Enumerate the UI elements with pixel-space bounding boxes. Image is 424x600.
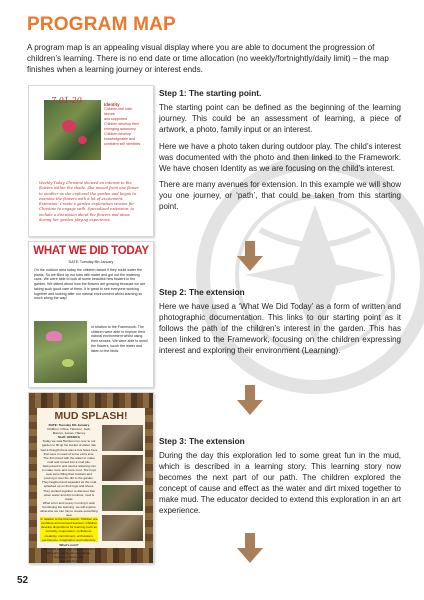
- mud-photo: [102, 425, 143, 451]
- border-band-left: [29, 408, 37, 548]
- border-band-top: [29, 393, 153, 408]
- step1-paragraph: There are many avenues for extension. In this example we will show you one journey, or ‘path’, that could be taken from this starting point.: [159, 180, 401, 212]
- wdt-framework-relation: In relation to the Framework: The children were able to explore their natural environment whilst using their senses. We were able to smell the flowers, touch the water and listen to the birds.: [91, 325, 148, 353]
- story-line: Today we saw Harrison run over to our: [42, 439, 96, 444]
- down-arrow-icon: [237, 533, 263, 563]
- mud-photo: [102, 455, 143, 481]
- framework-line: Children develop their: [104, 122, 139, 126]
- framework-line: emerging autonomy: [104, 127, 136, 131]
- framework-line: Children feel safe, secure: [104, 107, 133, 116]
- step2-section: [159, 287, 401, 363]
- story-line: to make more and more mud. The boys: [41, 468, 97, 473]
- page-number: 52: [17, 575, 29, 586]
- wdt-date: DATE: Tuesday 8th January: [68, 260, 114, 264]
- story-line: what else we can mix to create something new.: [40, 508, 98, 518]
- story-line: when water and dirt combine, mud is made.: [43, 492, 95, 501]
- framework-line: confident self identities: [104, 142, 141, 146]
- next-line: We could extend this mud exploration: [43, 546, 95, 551]
- story-line: DATE: Tuesday 8th January: [48, 423, 90, 427]
- mud-photo: [102, 485, 143, 511]
- step1-title: Step 1: The starting point.: [159, 88, 262, 98]
- story-line: had a thought there was a few holes here: [40, 447, 98, 452]
- story-line: What a fun and messy morning it was!: [42, 500, 96, 505]
- step2-paragraph: Here we have used a ‘What We Did Today’ as a form of written and photographic documentation. This links to our starting point as it follows the path of the children’s interest in the garden. This has been linked to the Framework, focusing on the children expressing interest and exploring their environment (Learning).: [159, 302, 401, 355]
- learning-story-text: [40, 423, 98, 563]
- step3-section: [159, 436, 401, 522]
- step1-section: [159, 88, 401, 219]
- story-line: They worked together to discover that: [43, 488, 95, 493]
- flower-shape: [62, 120, 76, 132]
- story-line: pouring it over the dirt in the garden.: [44, 476, 94, 481]
- next-line: Art with mud: [60, 559, 78, 564]
- pink-hat-shape: [46, 331, 62, 341]
- what-we-did-today-image: [28, 241, 154, 388]
- watering-can-shape: [62, 359, 74, 367]
- framework-line: and supported: [104, 117, 127, 121]
- story-line: Continuing the learning, we will explore: [42, 504, 96, 509]
- down-arrow-icon: [237, 385, 263, 415]
- wdt-heading: WHAT WE DID TODAY: [33, 245, 149, 257]
- border-band-right: [145, 408, 153, 548]
- starting-point-document-image: [28, 85, 154, 237]
- next-line: through a messy art experience.: [46, 550, 92, 555]
- intro-paragraph: A program map is an appealing visual display where you are able to document the progression of children’s learning. There is no end date or time allocation (no weekly/fortnightly/daily limit) – the map finishes when a learning journey or interest ends.: [27, 43, 389, 74]
- page-title: PROGRAM MAP: [27, 14, 176, 35]
- framework-line: Children develop: [104, 132, 131, 136]
- mud-photo: [102, 515, 143, 541]
- step2-title: Step 2: The extension: [159, 287, 245, 297]
- story-line: that were in need of some extra love.: [43, 451, 95, 456]
- story-line: garden to fill up his bucket of water. We: [42, 443, 96, 448]
- step3-paragraph: During the day this exploration led to some great fun in the mud, which is described in a learning story. This learning story now becomes the next part of our path. The children explored the concept of cause and effect as the water and dirt mixed together to make mud. The educator decided to extend this exploration in an art experience.: [159, 451, 401, 515]
- outdoor-play-photo: [44, 100, 101, 160]
- story-line: splashed up on their legs and shoes.: [43, 484, 95, 489]
- handwritten-date: 7-01-20: [51, 96, 82, 105]
- framework-links: [104, 102, 144, 147]
- step3-title: Step 3: The extension: [159, 436, 245, 446]
- story-line: Marcus, James, Harvey: [52, 431, 86, 436]
- step1-paragraph: The starting point can be defined as the beginning of the learning journey. This could be an assessment of learning, a piece of artwork, a photo, family input or an interest.: [159, 103, 401, 134]
- story-line: mud and turned into a mud pile.: [47, 459, 91, 464]
- mud-splash-learning-story-image: [28, 392, 154, 564]
- mud-splash-heading: MUD SPLASH!: [54, 410, 128, 422]
- story-line: Children: Chloe, Harrison, Jack,: [47, 427, 91, 432]
- whats-next-heading: What's next?: [59, 542, 79, 547]
- framework-highlight: In relation to the Framework: Children are confident and involved learners. Children develop dispositions for learning such as curiosity, cooperation, confidence, creativity, commitment, enthusiasm, persistence, imagination and reflexivity.: [40, 517, 98, 542]
- story-line: Jack joined in and used a watering can: [42, 463, 96, 468]
- story-line: They laughed and squealed as the mud: [41, 480, 97, 485]
- handwritten-observation: Weekly Today Christine showed an interest in the flowers within the shade. She moved from one flower to another as she explored the garden and began to examine the flowers with a lot of excitement. Extension: Create a garden exploration session for Christine to engage with. Specialised extension: to include a discussion about the flowers and ideas during her garden playing experience.: [39, 181, 139, 223]
- story-line: Staff: JESSICA: [57, 435, 80, 440]
- story-line: The dirt mixed with the water to make: [43, 455, 95, 460]
- step1-paragraph: Here we have a photo taken during outdoor play. The child’s interest was documented with the photo and then linked to the Framework. We have chosen Identity as we are focusing on the child’s interest.: [159, 141, 401, 173]
- wdt-body: On the outdoor area today the children asked if they could water the plants. So we filled up our tubs with water and got out the watering cans. We were able to look at some beautiful new flowers in the garden. We talked about how the flowers are growing because we are taking such good care of them. It is great to see everyone working together and looking after our natural environment whilst learning so much along the way!: [34, 268, 146, 301]
- flower-shape: [78, 136, 87, 144]
- framework-line: Identity: [104, 102, 120, 107]
- watering-photo: [34, 321, 87, 383]
- down-arrow-icon: [237, 241, 263, 271]
- next-line: Sensory / messy play: [54, 555, 84, 559]
- story-line: took turns filling their buckets and: [46, 472, 92, 477]
- framework-line: knowledgeable and: [104, 137, 135, 141]
